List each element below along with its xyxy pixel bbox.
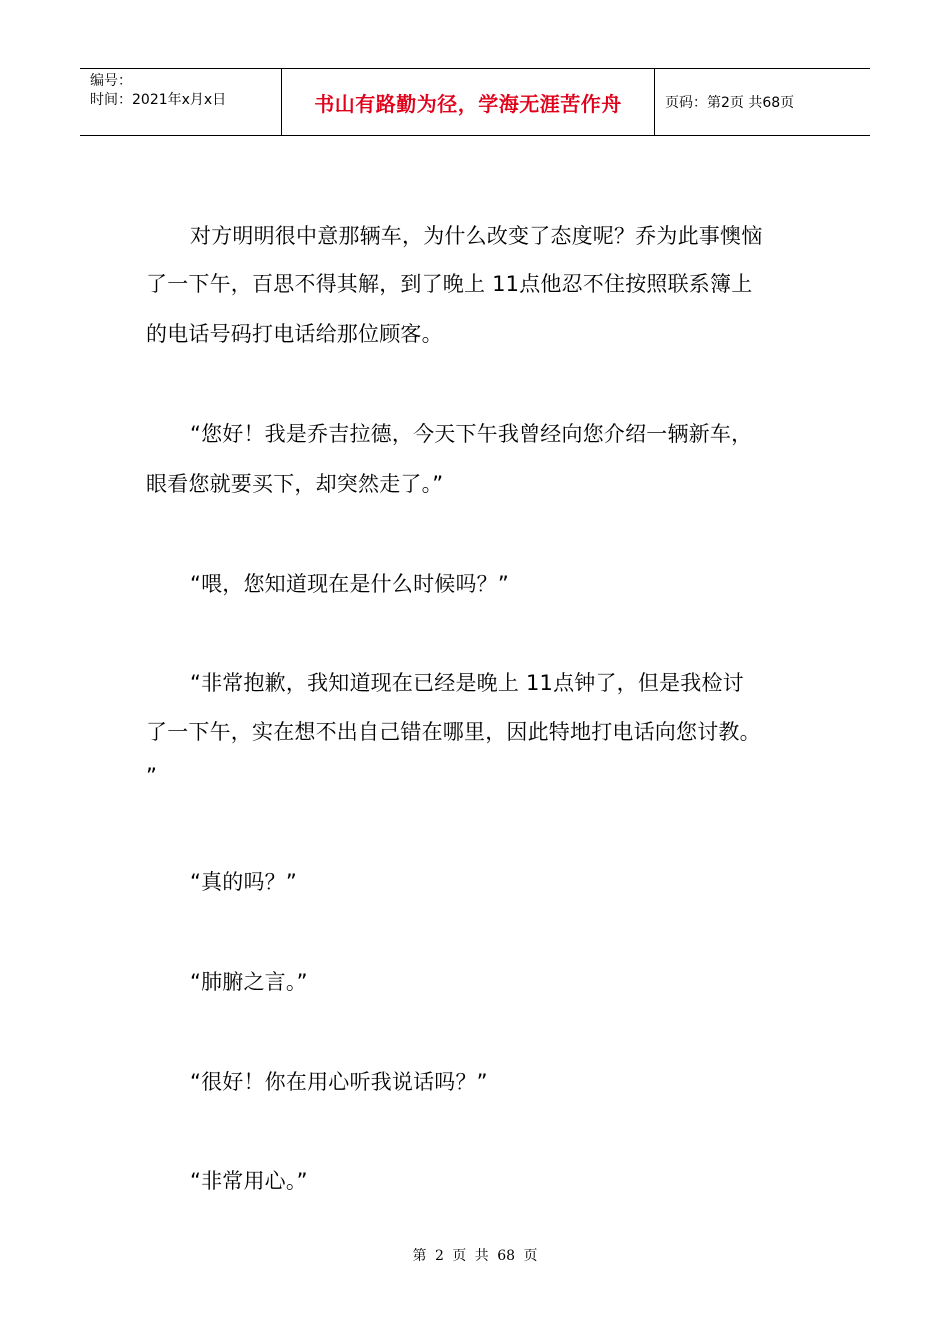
paragraph-line: 的电话号码打电话给那位顾客。	[146, 322, 443, 346]
paragraph-line: 对方明明很中意那辆车，为什么改变了态度呢？乔为此事懊恼	[190, 224, 763, 248]
paragraph-line: 眼看您就要买下，却突然走了。”	[146, 472, 444, 496]
motto-text: 书山有路勤为径，学海无涯苦作舟	[314, 91, 622, 116]
paragraph-line: 了一下午，百思不得其解，到了晚上 11点他忍不住按照联系簿上	[146, 272, 753, 296]
number-label: 编号：	[90, 73, 132, 89]
paragraph-line: “肺腑之言。”	[190, 970, 308, 994]
header-motto-cell	[281, 69, 655, 135]
date-line: 时间：2021年x月x日	[90, 92, 227, 108]
paragraph-line: “很好！你在用心听我说话吗？”	[190, 1070, 488, 1094]
page-info: 页码：第2页 共68页	[665, 95, 795, 111]
paragraph-line: “非常抱歉，我知道现在已经是晚上 11点钟了，但是我检讨	[190, 671, 744, 695]
page-footer: 第 2 页 共 68 页	[412, 1248, 538, 1264]
paragraph-line: “非常用心。”	[190, 1169, 308, 1193]
paragraph-line: “您好！我是乔吉拉德，今天下午我曾经向您介绍一辆新车，	[190, 422, 753, 446]
paragraph-line: ”	[146, 764, 158, 788]
document-header	[80, 68, 870, 136]
header-page-cell	[655, 69, 870, 135]
header-meta-cell	[80, 69, 281, 135]
paragraph-line: “真的吗？”	[190, 870, 297, 894]
paragraph-line: 了一下午，实在想不出自己错在哪里，因此特地打电话向您讨教。	[146, 720, 761, 744]
paragraph-line: “喂，您知道现在是什么时候吗？”	[190, 572, 509, 596]
